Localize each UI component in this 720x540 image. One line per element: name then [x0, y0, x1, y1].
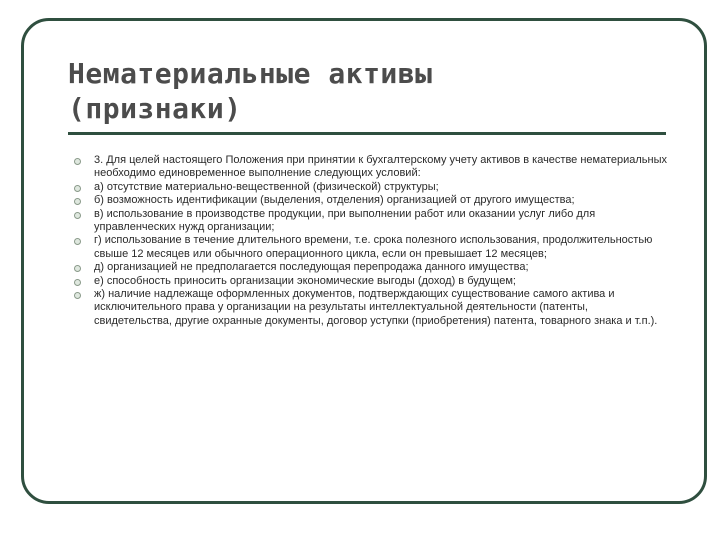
- list-item-text: г) использование в течение длительного времени, т.е. срока полезного использования, продолжительностью свыше 12 месяцев или обычного операционного цикла, если он превышает 12 месяцев;: [94, 234, 653, 260]
- list-item: [74, 234, 668, 261]
- title-divider: [68, 132, 666, 135]
- list-item: [74, 181, 668, 194]
- bullet-icon: [74, 238, 81, 245]
- slide-title-line-1: Нематериальные активы: [68, 57, 433, 90]
- bullet-icon: [74, 198, 81, 205]
- list-item: [74, 261, 668, 274]
- list-item-text: б) возможность идентификации (выделения, отделения) организацией от другого имущества;: [94, 194, 575, 207]
- list-item: [74, 208, 668, 235]
- bullet-icon: [74, 185, 81, 192]
- list-item-text: д) организацией не предполагается последующая перепродажа данного имущества;: [94, 261, 529, 274]
- list-item-text: в) использование в производстве продукции, при выполнении работ или оказании услуг либо для управленческих нужд организации;: [94, 207, 596, 234]
- list-item-text: е) способность приносить организации экономические выгоды (доход) в будущем;: [94, 274, 516, 287]
- list-item: [74, 275, 668, 288]
- bullet-icon: [74, 158, 81, 165]
- slide-title: [68, 56, 668, 126]
- bullet-icon: [74, 292, 81, 299]
- list-item-text: ж) наличие надлежаще оформленных документов, подтверждающих существование самого актива и исключительного права у организации на результаты интеллектуальной деятельности (патенты, свидетельства, другие охранные документы, договор уступки (приобретения) патента, товарного знака и т.п.).: [94, 288, 658, 327]
- list-item: [74, 288, 668, 328]
- list-item-text: 3. Для целей настоящего Положения при принятии к бухгалтерскому учету активов в качестве нематериальных необходимо единовременное выполнение следующих условий:: [94, 154, 668, 180]
- slide-title-line-2: (признаки): [68, 92, 242, 125]
- bullet-icon: [74, 265, 81, 272]
- bullet-list: [74, 154, 668, 328]
- list-item: [74, 154, 668, 181]
- list-item-text: а) отсутствие материально-вещественной (физической) структуры;: [94, 180, 439, 193]
- bullet-icon: [74, 279, 81, 286]
- list-item: [74, 194, 668, 207]
- bullet-icon: [74, 212, 81, 219]
